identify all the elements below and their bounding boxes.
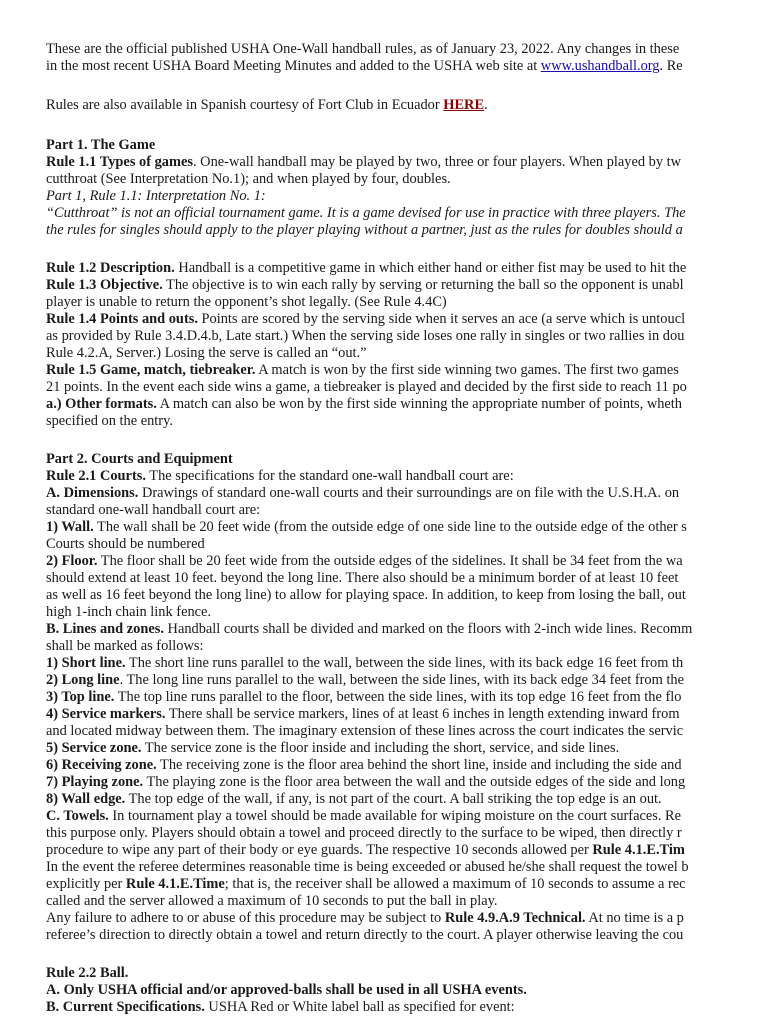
rule-2-1-c-line-8: referee’s direction to directly obtain a towel and return directly to the court. A player otherwise leaving the cou [46, 927, 684, 943]
rule-2-1-a-2: 2) Floor. The floor shall be 20 feet wide from the outside edges of the sidelines. It shall be 34 feet from the wa [46, 553, 683, 569]
rule-2-1-c-line-7: Any failure to adhere to or abuse of this procedure may be subject to Rule 4.9.A.9 Technical. At no time is a p [46, 910, 684, 926]
rule-2-2-a: A. Only USHA official and/or approved-balls shall be used in all USHA events. [46, 982, 527, 998]
rule-2-1: Rule 2.1 Courts. The specifications for the standard one-wall handball court are: [46, 468, 514, 484]
part2-heading: Part 2. Courts and Equipment [46, 451, 233, 467]
rule-1-5-a: a.) Other formats. A match can also be won by the first side winning the appropriate number of points, wheth [46, 396, 682, 412]
rule-1-1-line-2: cutthroat (See Interpretation No.1); and when played by four, doubles. [46, 171, 451, 187]
rule-1-4-line-3: Rule 4.2.A, Server.) Losing the serve is called an “out.” [46, 345, 367, 361]
rule-2-1-a-2-line-2: should extend at least 10 feet. beyond the long line. There also should be a minimum border of at least 10 feet [46, 570, 679, 586]
interpretation-line-2: the rules for singles should apply to the player playing without a partner, just as the rules for doubles should a [46, 222, 683, 238]
rule-1-3: Rule 1.3 Objective. The objective is to win each rally by serving or returning the ball so the opponent is unabl [46, 277, 684, 293]
rule-1-5-a-line-2: specified on the entry. [46, 413, 173, 429]
rule-2-1-c: C. Towels. In tournament play a towel should be made available for wiping moisture on the court surfaces. Re [46, 808, 682, 824]
rule-2-1-b-4-line-2: and located midway between them. The imaginary extension of these lines across the court indicates the servic [46, 723, 684, 739]
rule-2-1-a-2-line-3: as well as 16 feet beyond the long line) to allow for playing space. In addition, to keep from losing the ball, out [46, 587, 686, 603]
rule-2-1-a-line-2: standard one-wall handball court are: [46, 502, 261, 518]
interpretation-line-1: “Cutthroat” is not an official tournament game. It is a game devised for use in practice with three players. The [46, 205, 686, 221]
rule-2-1-b: B. Lines and zones. Handball courts shall be divided and marked on the floors with 2-inch wide lines. Recomm [46, 621, 693, 637]
rule-2-1-b-3: 3) Top line. The top line runs parallel to the floor, between the side lines, with its top edge 16 feet from the flo [46, 689, 682, 705]
intro-line-1: These are the official published USHA One-Wall handball rules, as of January 23, 2022. Any changes in these [46, 41, 680, 57]
spanish-here-link[interactable]: HERE [443, 97, 485, 113]
part1-heading: Part 1. The Game [46, 137, 156, 153]
rule-2-1-c-line-2: this purpose only. Players should obtain a towel and proceed directly to the surface to be wiped, then directly r [46, 825, 682, 841]
rule-2-1-c-line-6: called and the server allowed a maximum of 10 seconds to put the ball in play. [46, 893, 498, 909]
ushandball-link[interactable]: www.ushandball.org [540, 58, 660, 74]
rule-1-1: Rule 1.1 Types of games. One-wall handball may be played by two, three or four players. When played by tw [46, 154, 682, 170]
rule-1-3-line-2: player is unable to return the opponent’s shot legally. (See Rule 4.4C) [46, 294, 447, 310]
rule-1-4: Rule 1.4 Points and outs. Points are scored by the serving side when it serves an ace (a serve which is untoucl [46, 311, 686, 327]
rule-2-1-b-6: 6) Receiving zone. The receiving zone is the floor area behind the short line, inside and including the side and [46, 757, 682, 773]
spanish-note: Rules are also available in Spanish courtesy of Fort Club in Ecuador HERE. [46, 97, 488, 113]
rule-2-1-c-line-3: procedure to wipe any part of their body or eye guards. The respective 10 seconds allowed per Rule 4.1.E.Tim [46, 842, 685, 858]
rule-1-5: Rule 1.5 Game, match, tiebreaker. A match is won by the first side winning two games. The first two games [46, 362, 679, 378]
rule-2-1-b-8: 8) Wall edge. The top edge of the wall, if any, is not part of the court. A ball striking the top edge is an out. [46, 791, 662, 807]
rule-1-4-line-2: as provided by Rule 3.4.D.4.b, Late start.) When the serving side loses one rally in singles or two rallies in dou [46, 328, 685, 344]
rule-2-2-b: B. Current Specifications. USHA Red or White label ball as specified for event: [46, 999, 515, 1015]
rule-2-1-b-1: 1) Short line. The short line runs parallel to the wall, between the side lines, with its back edge 16 feet from th [46, 655, 684, 671]
rule-2-1-b-line-2: shall be marked as follows: [46, 638, 204, 654]
rule-2-1-b-2: 2) Long line. The long line runs parallel to the wall, between the side lines, with its back edge 34 feet from the [46, 672, 684, 688]
rule-2-2-heading: Rule 2.2 Ball. [46, 965, 129, 981]
rule-2-1-c-line-5: explicitly per Rule 4.1.E.Time; that is, the receiver shall be allowed a maximum of 10 seconds to assume a rec [46, 876, 686, 892]
rule-2-1-a-1-line-2: Courts should be numbered [46, 536, 205, 552]
interpretation-heading: Part 1, Rule 1.1: Interpretation No. 1: [46, 188, 266, 204]
rule-2-1-a-1: 1) Wall. The wall shall be 20 feet wide (from the outside edge of one side line to the outside edge of the other s [46, 519, 687, 535]
rule-2-1-c-line-4: In the event the referee determines reasonable time is being exceeded or abused he/she shall request the towel b [46, 859, 689, 875]
intro-line-2: in the most recent USHA Board Meeting Minutes and added to the USHA web site at www.ushandball.org. Re [46, 58, 683, 74]
rule-2-1-b-7: 7) Playing zone. The playing zone is the floor area between the wall and the outside edges of the side and long [46, 774, 686, 790]
rule-1-2: Rule 1.2 Description. Handball is a competitive game in which either hand or either fist may be used to hit the [46, 260, 687, 276]
rule-2-1-a-2-line-4: high 1-inch chain link fence. [46, 604, 212, 620]
rule-2-1-a: A. Dimensions. Drawings of standard one-wall courts and their surroundings are on file with the U.S.H.A. on [46, 485, 680, 501]
rule-2-1-b-4: 4) Service markers. There shall be service markers, lines of at least 6 inches in length extending inward from [46, 706, 680, 722]
rule-1-5-line-2: 21 points. In the event each side wins a game, a tiebreaker is played and decided by the first side to reach 11 po [46, 379, 687, 395]
rule-2-1-b-5: 5) Service zone. The service zone is the floor inside and including the short, service, and side lines. [46, 740, 620, 756]
